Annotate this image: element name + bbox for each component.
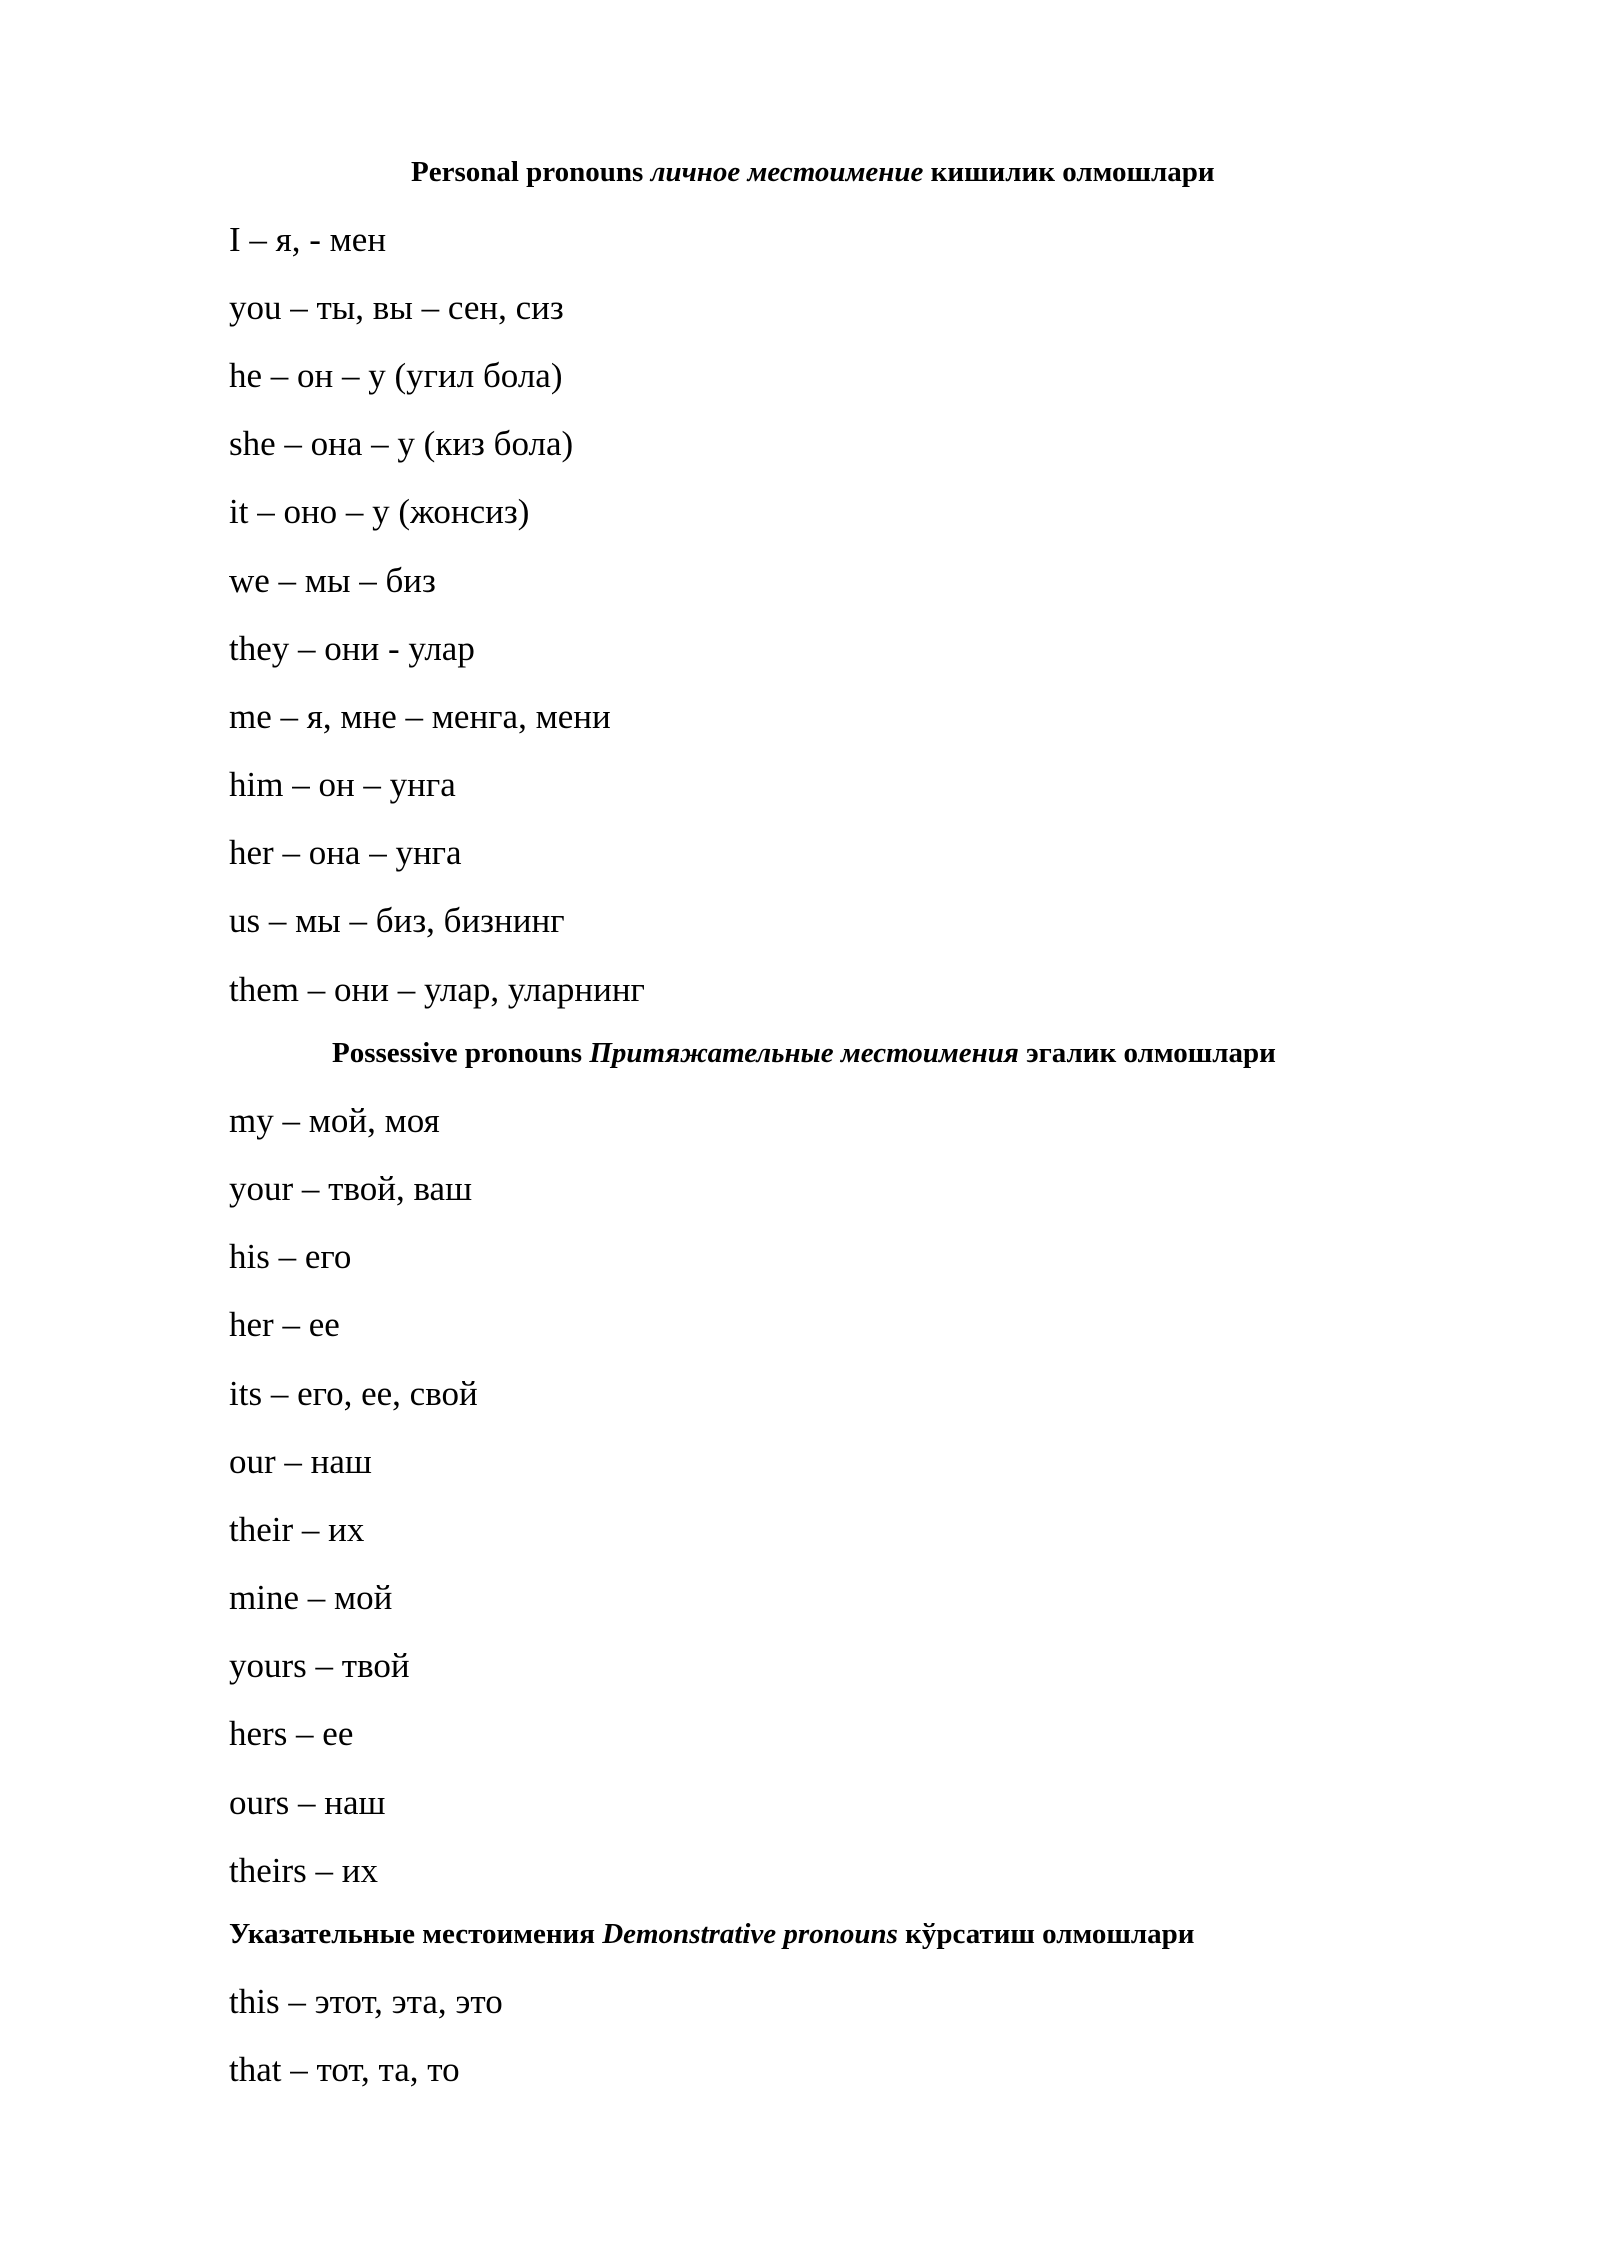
entry-line: our – наш <box>229 1442 372 1481</box>
entry-line: me – я, мне – менга, мени <box>229 697 611 736</box>
entry-line: yours – твой <box>229 1646 410 1685</box>
section-heading-personal <box>411 158 1215 187</box>
section-heading-demonstrative <box>229 1920 1195 1949</box>
entry-line: them – они – улар, уларнинг <box>229 970 645 1009</box>
entry-line: this – этот, эта, это <box>229 1982 503 2021</box>
entry-line: you – ты, вы – сен, сиз <box>229 288 564 327</box>
entry-line: he – он – у (угил бола) <box>229 356 563 395</box>
heading-russian: личное местоимение <box>650 156 924 188</box>
entry-line: it – оно – у (жонсиз) <box>229 492 530 531</box>
section-heading-possessive <box>332 1039 1276 1068</box>
heading-english: Possessive pronouns <box>332 1037 583 1069</box>
entry-line: ours – наш <box>229 1783 386 1822</box>
heading-russian: Притяжательные местоимения <box>589 1037 1019 1069</box>
heading-uzbek: эгалик олмошлари <box>1026 1037 1276 1069</box>
entry-line: mine – мой <box>229 1578 393 1617</box>
entry-line: us – мы – биз, бизнинг <box>229 901 565 940</box>
entry-line: her – ее <box>229 1305 340 1344</box>
entry-line: her – она – унга <box>229 833 462 872</box>
entry-line: your – твой, ваш <box>229 1169 473 1208</box>
entry-line: his – его <box>229 1237 352 1276</box>
entry-line: she – она – у (киз бола) <box>229 424 574 463</box>
entry-line: I – я, - мен <box>229 220 387 259</box>
entry-line: hers – ее <box>229 1714 354 1753</box>
entry-line: they – они - улар <box>229 629 475 668</box>
entry-line: theirs – их <box>229 1851 378 1890</box>
entry-line: that – тот, та, то <box>229 2050 460 2089</box>
entry-line: him – он – унга <box>229 765 456 804</box>
entry-line: my – мой, моя <box>229 1101 440 1140</box>
entry-line: their – их <box>229 1510 365 1549</box>
entry-line: its – его, ее, свой <box>229 1374 478 1413</box>
heading-english: Demonstrative pronouns <box>602 1918 898 1950</box>
heading-english: Personal pronouns <box>411 156 644 188</box>
heading-russian: Указательные местоимения <box>229 1918 595 1950</box>
entry-line: we – мы – биз <box>229 561 436 600</box>
heading-uzbek: кўрсатиш олмошлари <box>905 1918 1195 1950</box>
heading-uzbek: кишилик олмошлари <box>930 156 1215 188</box>
